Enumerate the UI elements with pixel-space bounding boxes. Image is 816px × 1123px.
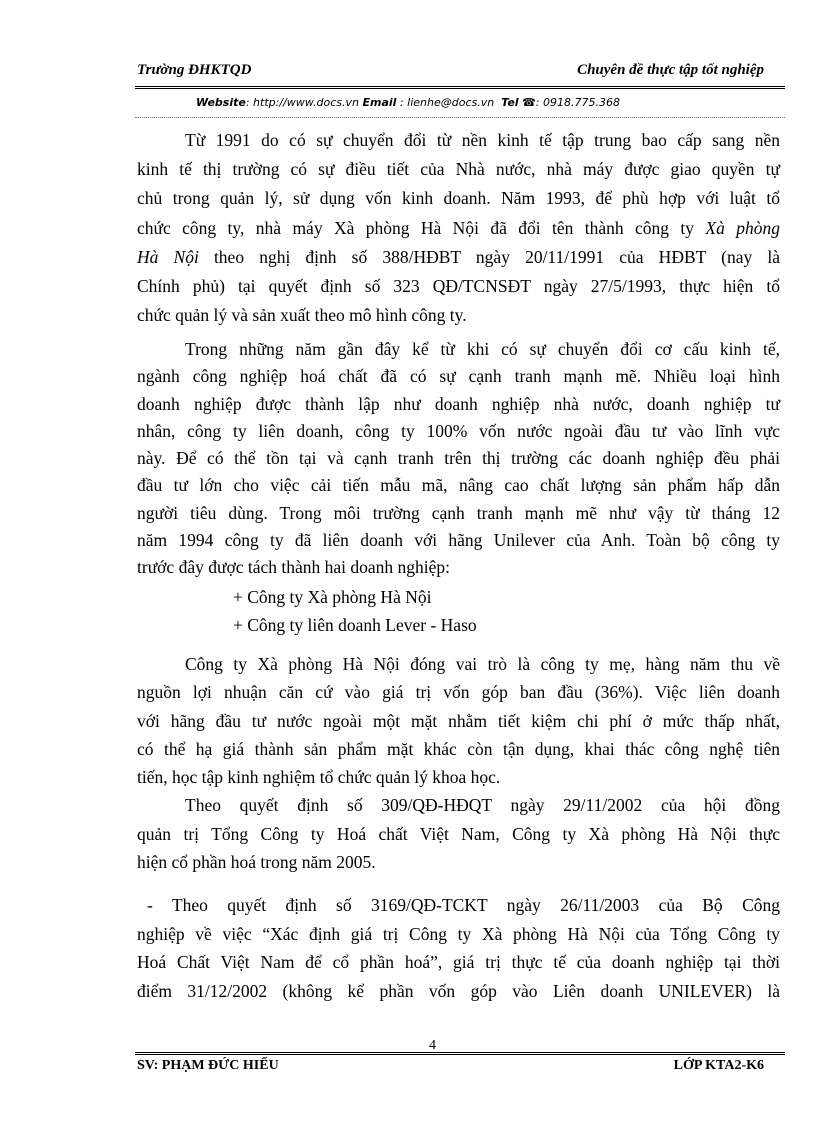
- text-line: [137, 243, 780, 272]
- text-line: người tiêu dùng. Trong môi trường cạnh tranh mạnh mẽ như vậy từ tháng 12: [137, 502, 780, 523]
- text-line: Từ 1991 do có sự chuyển đổi từ nền kinh tế tập trung bao cấp sang nền: [185, 130, 780, 150]
- paragraph-2: [137, 336, 780, 582]
- text-line: chủ trong quản lý, sử dụng vốn kinh doanh. Năm 1993, để phù hợp với luật tổ: [137, 188, 780, 209]
- header-school: Trường ĐHKTQD: [137, 62, 252, 78]
- phone-icon: ☎: [522, 96, 536, 109]
- text-line: trước đây được tách thành hai doanh nghiệp:: [137, 557, 451, 578]
- contact-line: [0, 96, 816, 109]
- text-line: điểm 31/12/2002 (không kể phần vốn góp vào Liên doanh UNILEVER) là: [137, 981, 780, 1002]
- list-item: + Công ty Xà phòng Hà Nội: [233, 587, 432, 607]
- text-line: ngành công nghiệp hoá chất đã có sự cạnh tranh mạnh mẽ. Nhiều loại hình: [137, 366, 780, 387]
- paragraph-1: [137, 126, 780, 330]
- text-line: năm 1994 công ty đã liên doanh với hãng Unilever của Anh. Toàn bộ công ty: [137, 530, 780, 551]
- text-line: nguồn lợi nhuận căn cứ vào giá trị vốn góp ban đầu (36%). Việc liên doanh: [137, 682, 780, 703]
- text-span: chức công ty, nhà máy Xà phòng Hà Nội đã đổi tên thành công ty: [137, 217, 706, 238]
- text-span: theo nghị định số 388/HĐBT ngày 20/11/1991 của HĐBT (nay là: [198, 246, 780, 267]
- text-line: nghiệp về việc “Xác định giá trị Công ty Xà phòng Hà Nội của Tổng Công ty: [137, 923, 780, 944]
- paragraph-4: [137, 791, 780, 877]
- website-label: Website: [196, 96, 246, 109]
- footer-student: SV: PHẠM ĐỨC HIẾU: [137, 1058, 279, 1073]
- text-line: quản trị Tổng Công ty Hoá chất Việt Nam, Công ty Xà phòng Hà Nội thực: [137, 823, 780, 844]
- text-line: có thể hạ giá thành sản phẩm mặt khác còn tận dụng, khai thác công nghệ tiên: [137, 738, 780, 759]
- header-title: Chuyên đề thực tập tốt nghiệp: [577, 62, 764, 78]
- text-line: Công ty Xà phòng Hà Nội đóng vai trò là công ty mẹ, hàng năm thu về: [185, 654, 780, 674]
- text-line: [137, 214, 780, 243]
- website-link[interactable]: : http://www.docs.vn: [245, 96, 360, 109]
- footer-class: LỚP KTA2-K6: [673, 1058, 764, 1073]
- text-line: chức quản lý và sản xuất theo mô hình công ty.: [137, 305, 467, 326]
- paragraph-5: [137, 891, 780, 1006]
- paragraph-3: [137, 650, 780, 791]
- email-link[interactable]: : lienhe@docs.vn: [396, 96, 495, 109]
- text-line: tiến, học tập kinh nghiệm tổ chức quản lý khoa học.: [137, 767, 501, 788]
- email-label: Email: [362, 96, 397, 109]
- text-line: đầu tư lớn cho việc cải tiến mẫu mã, nâng cao chất lượng sản phẩm hấp dẫn: [137, 475, 780, 496]
- text-line: doanh nghiệp được thành lập như doanh nghiệp nhà nước, doanh nghiệp tư: [137, 393, 780, 414]
- header-divider: [135, 86, 785, 89]
- company-list: [137, 583, 780, 639]
- contact-divider: [135, 117, 785, 118]
- text-line: với hãng đầu tư nước ngoài một mặt nhằm tiết kiệm chi phí ở mức thấp nhất,: [137, 710, 780, 731]
- text-line: nhân, công ty liên doanh, công ty 100% vốn nước ngoài đầu tư vào lĩnh vực: [137, 420, 780, 441]
- text-line: - Theo quyết định số 3169/QĐ-TCKT ngày 26/11/2003 của Bộ Công: [147, 895, 780, 915]
- text-line: Theo quyết định số 309/QĐ-HĐQT ngày 29/11/2002 của hội đồng: [185, 795, 780, 815]
- list-item: + Công ty liên doanh Lever - Haso: [233, 615, 477, 635]
- page-number: 4: [429, 1038, 436, 1053]
- footer-divider: [135, 1052, 785, 1055]
- text-line: Trong những năm gần đây kể từ khi có sự chuyển đổi cơ cấu kinh tế,: [185, 339, 780, 359]
- company-name-italic: Hà Nội: [137, 246, 199, 267]
- tel-label: Tel: [501, 96, 519, 109]
- text-line: hiện cổ phần hoá trong năm 2005.: [137, 852, 376, 872]
- tel-value: : 0918.775.368: [535, 96, 620, 109]
- text-line: Hoá Chất Việt Nam để cổ phần hoá”, giá trị thực tế của doanh nghiệp tại thời: [137, 952, 780, 973]
- text-line: này. Để có thể tồn tại và cạnh tranh trên thị trường các doanh nghiệp đều phải: [137, 448, 780, 469]
- text-line: kinh tế thị trường có sự điều tiết của Nhà nước, nhà máy được giao quyền tự: [137, 159, 780, 180]
- company-name-italic: Xà phòng: [705, 217, 780, 238]
- text-line: Chính phủ) tại quyết định số 323 QĐ/TCNSĐT ngày 27/5/1993, thực hiện tổ: [137, 276, 780, 297]
